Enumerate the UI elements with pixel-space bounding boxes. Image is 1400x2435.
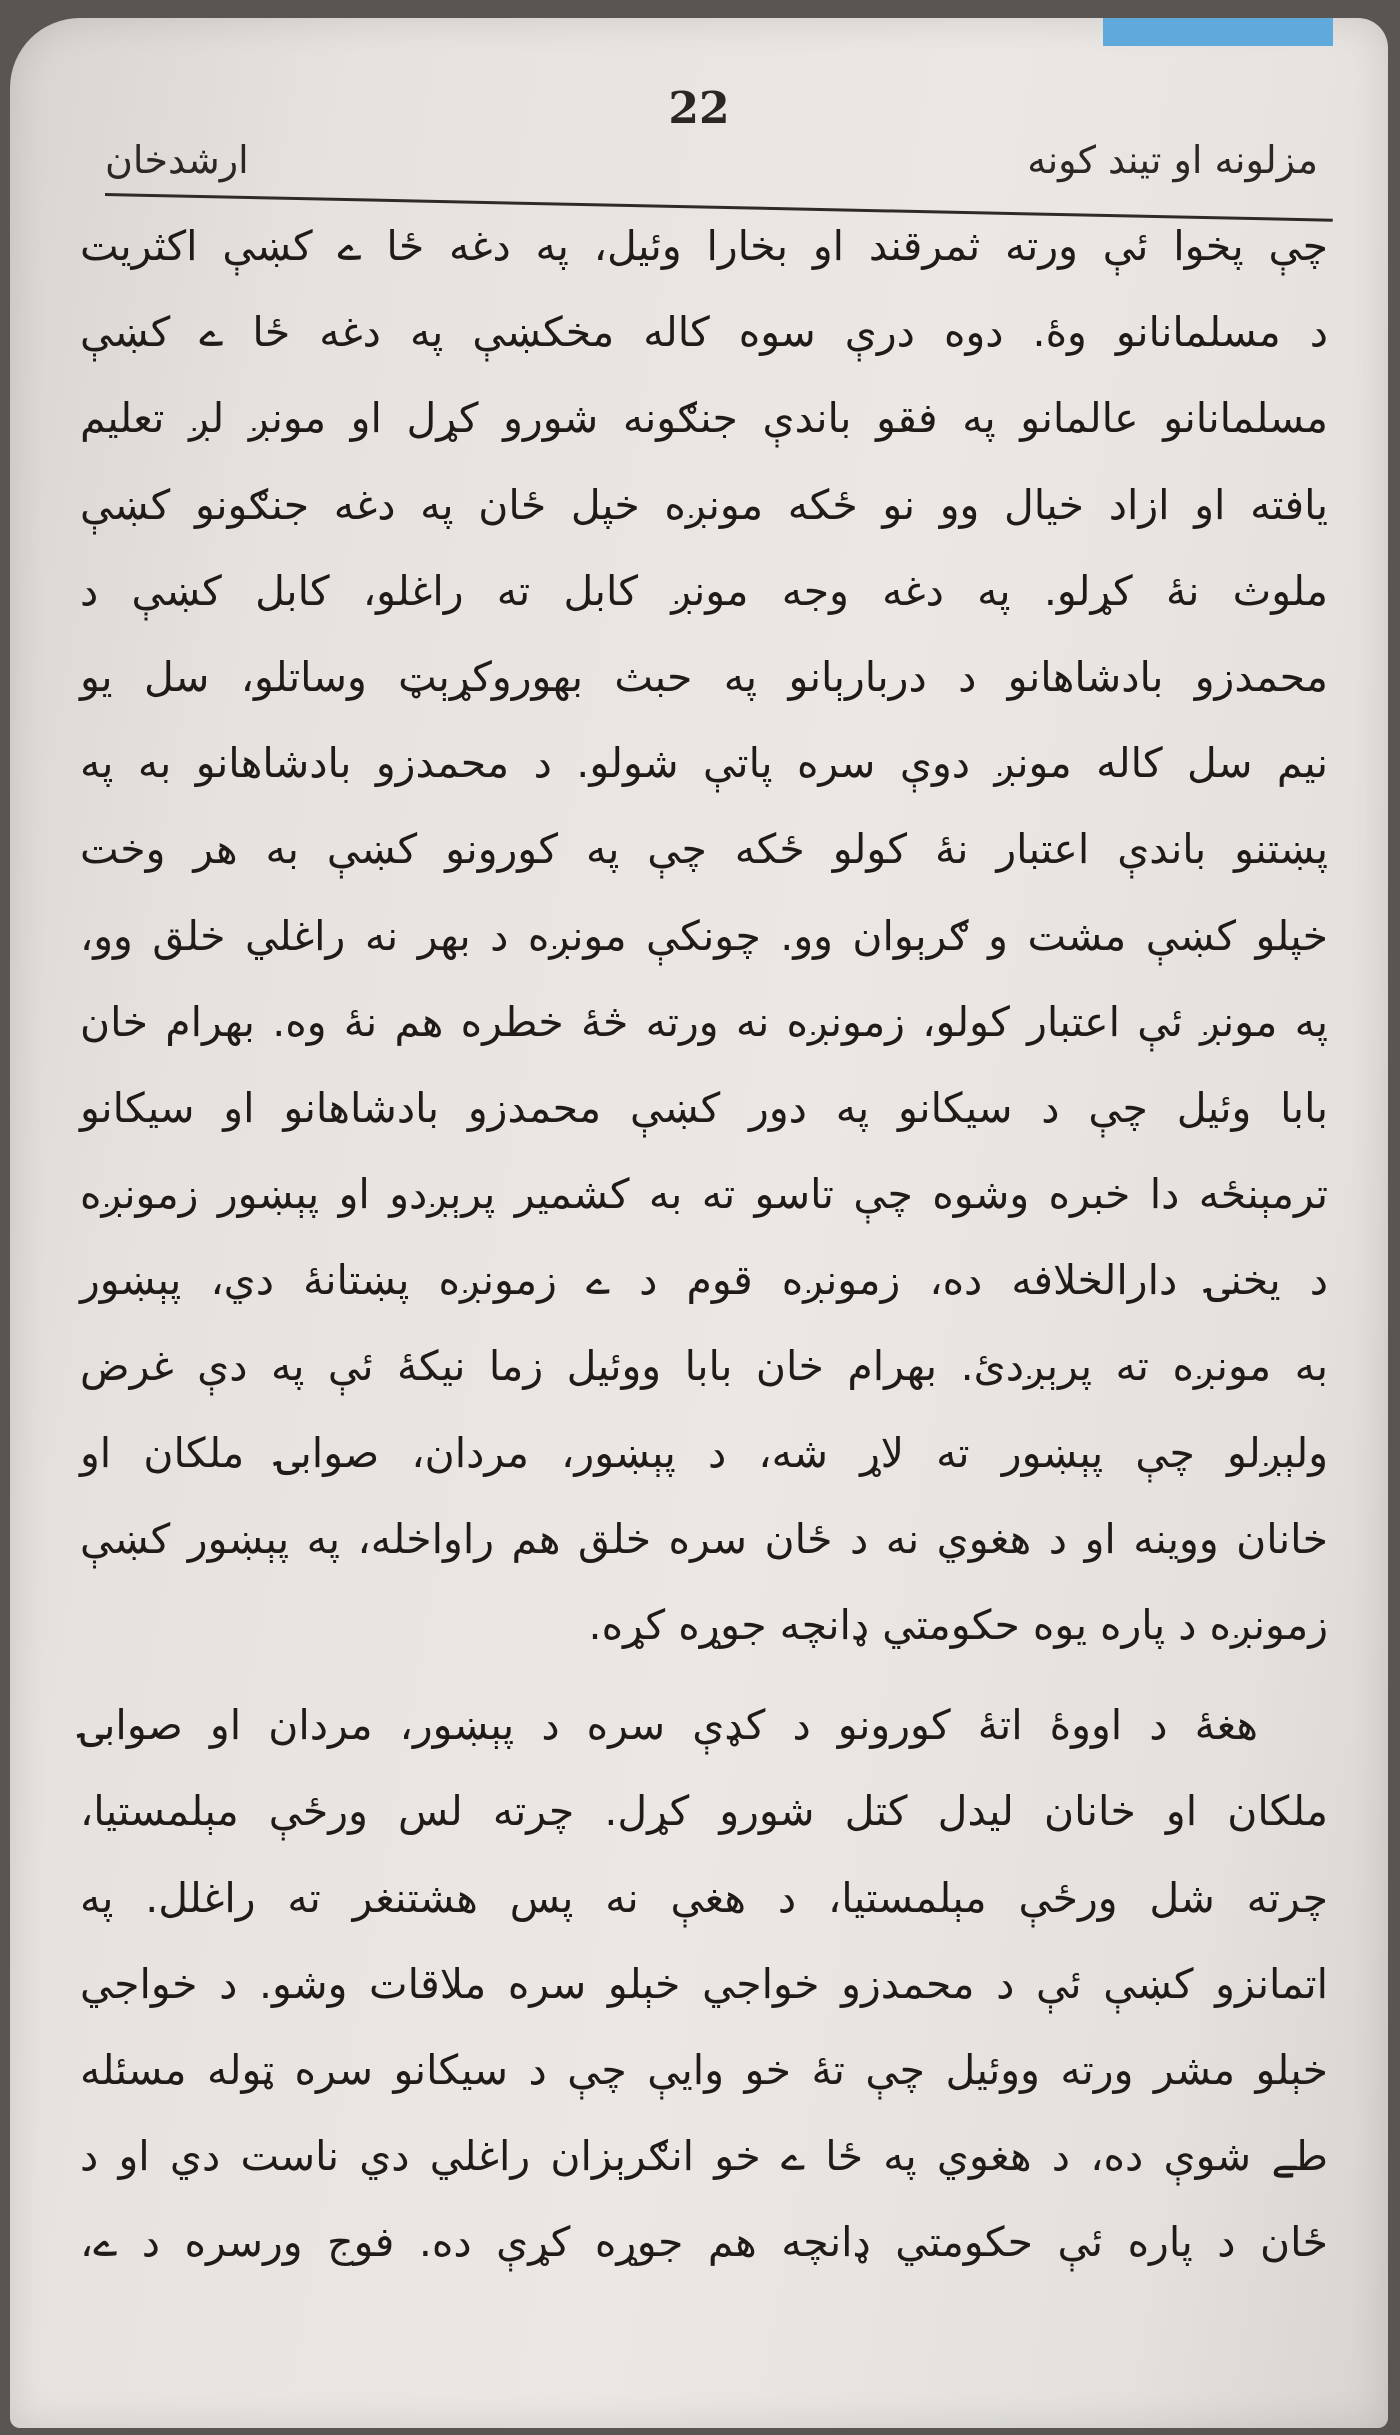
text-line: خانان ووینه او د هغوي نه د ځان سره خلق هم راواخله، په پېښور کښې xyxy=(80,1514,1328,1563)
page-number: 22 xyxy=(668,83,730,134)
text-line: مسلمانانو عالمانو په فقو باندې جنګونه شورو کړل او مونږ لږ تعلیم xyxy=(80,394,1328,443)
header-author: ارشدخان xyxy=(105,138,249,182)
header-title: مزلونه او تیند کونه xyxy=(1027,138,1318,182)
text-line: ځان د پاره ئې حکومتي ډانچه هم جوړه کړې ده. فوج ورسره د ے، xyxy=(80,2218,1328,2267)
text-line: ولېږلو چې پېښور ته لاړ شه، د پېښور، مردان، صوابۍ ملکان او xyxy=(80,1428,1328,1477)
text-line: چې پخوا ئې ورته ثمرقند او بخارا وئیل، په دغه ځا ے کښې اکثریت xyxy=(80,222,1328,270)
text-line: خپلو کښې مشت و ګرېوان وو. چونکې مونږه د بهر نه راغلي خلق وو، xyxy=(80,911,1328,960)
text-line: بابا وئیل چې د سیکانو په دور کښې محمدزو بادشاهانو او سیکانو xyxy=(80,1083,1328,1132)
paragraph-gap xyxy=(80,1668,1328,1682)
paragraph-1 xyxy=(80,203,1328,1668)
text-line: خېلو مشر ورته ووئیل چې تۀ خو وایې چې د سیکانو سره ټوله مسئله xyxy=(80,2045,1328,2094)
text-line: ملوث نۀ کړلو. په دغه وجه مونږ کابل ته راغلو، کابل کښې د xyxy=(80,566,1328,615)
text-line: په مونږ ئې اعتبار کولو، زمونږه نه ورته څۀ خطره هم نۀ وه. بهرام خان xyxy=(80,997,1328,1046)
text-line: اتمانزو کښې ئې د محمدزو خواجي خېلو سره ملاقات وشو. د خواجي xyxy=(80,1959,1328,2008)
text-line: به مونږه ته پرېږدئ. بهرام خان بابا ووئیل زما نیکۀ ئې په دې غرض xyxy=(80,1342,1328,1391)
body-text xyxy=(80,203,1328,2286)
text-line: نیم سل کاله مونږ دوې سره پاتې شولو. د محمدزو بادشاهانو به په xyxy=(80,739,1328,788)
bookmark-tab xyxy=(1103,18,1333,46)
text-line: پښتنو باندې اعتبار نۀ کولو ځکه چې په کورونو کښې به هر وخت xyxy=(80,825,1328,874)
text-line: ترمېنځه دا خبره وشوه چې تاسو ته به کشمیر پرېږدو او پېښور زمونږه xyxy=(80,1170,1328,1219)
text-line: یافته او ازاد خیال وو نو ځکه مونږه خپل ځان په دغه جنګونو کښې xyxy=(80,480,1328,529)
text-line: هغۀ د اووۀ اتۀ کورونو د کډې سره د پېښور، مردان او صوابۍ xyxy=(80,1701,1258,1750)
text-line: محمدزو بادشاهانو د دربارېانو په حبث بهوروکړېټ وساتلو، سل یو xyxy=(80,652,1328,701)
text-line: د مسلمانانو وۀ. دوه درې سوه کاله مخکښې په دغه ځا ے کښې xyxy=(80,308,1328,357)
text-line: زمونږه د پاره یوه حکومتي ډانچه جوړه کړه. xyxy=(588,1601,1328,1649)
text-line: ملکان او خانان لیدل کتل شورو کړل. چرته لس ورځې مېلمستیا، xyxy=(80,1787,1328,1836)
text-line: چرته شل ورځې مېلمستیا، د هغې نه پس هشتنغر ته راغلل. په xyxy=(80,1873,1328,1922)
paragraph-2 xyxy=(80,1682,1328,2285)
book-page xyxy=(10,18,1388,2428)
text-line: طے شوې ده، د هغوي په ځا ے خو انګرېزان راغلي دي ناست دي او د xyxy=(80,2132,1328,2181)
text-line: د یخنۍ دارالخلافه ده، زمونږه قوم د ے زمونږه پښتانۀ دي، پېښور xyxy=(80,1256,1328,1305)
